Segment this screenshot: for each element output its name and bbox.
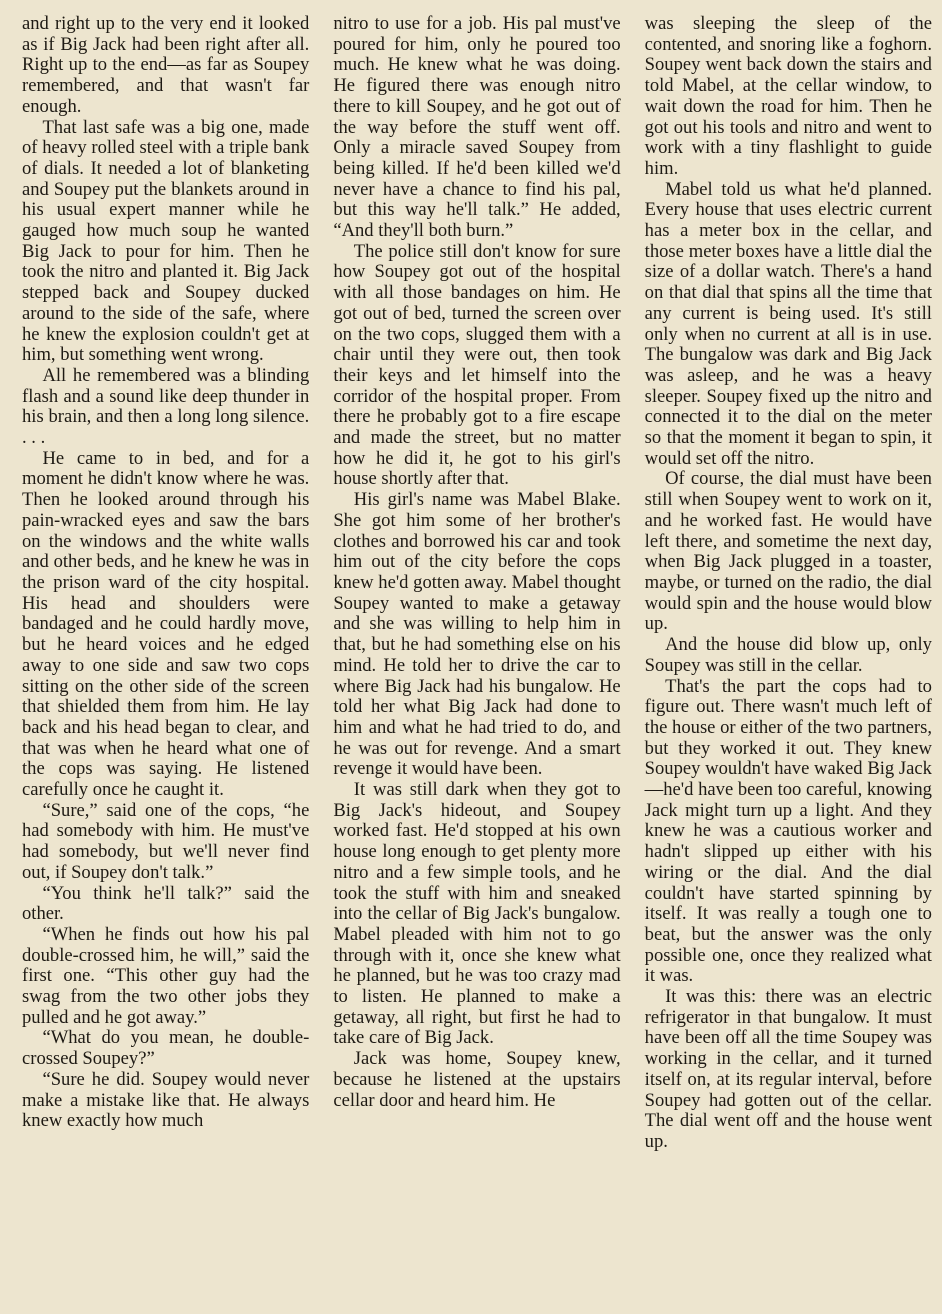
paragraph: Mabel told us what he'd planned. Every house that uses electric current has a meter box in the cellar, and those meter boxes have a little dial the size of a dollar watch. There's a hand on that dial that spins all the time that any current is being used. It's still only when no current at all is in use. The bungalow was dark and Big Jack was asleep, and he was a heavy sleeper. Soupey fixed up the nitro and connected it to the dial on the meter so that the moment it began to spin, it would set off the nitro. — [644, 178, 932, 469]
paragraph: That's the part the cops had to figure out. There wasn't much left of the house or either of the two partners, but they worked it out. They knew Soupey wouldn't have waked Big Jack—he'd have been too careful, knowing Jack might turn up a light. And they knew he was a cautious worker and hadn't slipped up either with his wiring or the dial. And the dial couldn't have started spinning by itself. It was really a tough one to beat, but the answer was the only possible one, once they realized what it was. — [644, 675, 932, 987]
paragraph: That last safe was a big one, made of heavy rolled steel with a triple bank of dials. It needed a lot of blanketing and Soupey put the blankets around in his usual expert manner while he gauged how much soup he wanted Big Jack to pour for him. Then he took the nitro and planted it. Big Jack stepped back and Soupey ducked around to the side of the safe, where he knew the explosion couldn't get at him, but something went wrong. — [22, 116, 310, 366]
paragraph: “Sure,” said one of the cops, “he had somebody with him. He must've had somebody, but we'll never find out, if Soupey don't talk.” — [22, 799, 310, 883]
paragraph: “What do you mean, he double-crossed Soupey?” — [22, 1027, 310, 1070]
paragraph: All he remembered was a blinding flash and a sound like deep thunder in his brain, and then a long long silence. . . . — [22, 364, 310, 449]
paragraph: “When he finds out how his pal double-crossed him, he will,” said the first one. “This other guy had the swag from the two other jobs they pulled and he got away.” — [22, 923, 310, 1028]
paragraph: And the house did blow up, only Soupey was still in the cellar. — [644, 634, 932, 676]
paragraph: nitro to use for a job. His pal must've poured for him, only he poured too much. He knew what he was doing. He figured there was enough nitro there to kill Soupey, and he got out of the way before the stuff went off. Only a miracle saved Soupey from being killed. If he'd been killed we'd never have a chance to find his pal, but this way he'll talk.” He added, “And they'll both burn.” — [333, 13, 621, 242]
paragraph: It was this: there was an electric refrigerator in that bungalow. It must have been off all the time Soupey was working in the cellar, and it turned itself on, at its regular interval, before Soupey had gotten out of the cellar. The dial went off and the house went up. — [644, 986, 932, 1152]
text-column-2 — [333, 14, 620, 1304]
paragraph: and right up to the very end it looked as if Big Jack had been right after all. Right up to the end—as far as Soupey remembered, and that wasn't far enough. — [22, 13, 310, 117]
paragraph: His girl's name was Mabel Blake. She got him some of her brother's clothes and borrowed his car and took him out of the city before the cops knew he'd gotten away. Mabel thought Soupey wanted to make a getaway and she was willing to help him in that, but he had something else on his mind. He told her to drive the car to where Big Jack had his bungalow. He told her what Big Jack had done to him and what he had tried to do, and he was out for revenge. And a smart revenge it would have been. — [333, 489, 621, 780]
paragraph: was sleeping the sleep of the contented, and snoring like a foghorn. Soupey went back down the stairs and told Mabel, at the cellar window, to wait down the road for him. Then he got out his tools and nitro and went to work with a tiny flashlight to guide him. — [644, 13, 932, 179]
paragraph: He came to in bed, and for a moment he didn't know where he was. Then he looked around through his pain-wracked eyes and saw the bars on the windows and the white walls and other beds, and he knew he was in the prison ward of the city hospital. His head and shoulders were bandaged and he could hardly move, but he heard voices and he edged away to one side and saw two cops sitting on the other side of the screen that shielded them from him. He lay back and his head began to clear, and that was when he heard what one of the cops was saying. He listened carefully once he caught it. — [22, 447, 310, 801]
text-column-1 — [22, 14, 309, 1304]
paragraph: Jack was home, Soupey knew, because he listened at the upstairs cellar door and heard him. He — [333, 1048, 621, 1111]
paragraph: “Sure he did. Soupey would never make a mistake like that. He always knew exactly how much — [22, 1068, 310, 1132]
paragraph: “You think he'll talk?” said the other. — [22, 882, 310, 925]
paragraph: The police still don't know for sure how Soupey got out of the hospital with all those bandages on him. He got out of bed, turned the screen over on the two cops, slugged them with a chair until they were out, then took their keys and let himself into the corridor of the hospital proper. From there he probably got to a fire escape and made the street, but no matter how he did it, he got to his girl's house shortly after that. — [333, 240, 621, 490]
text-column-3 — [645, 14, 932, 1304]
paragraph: It was still dark when they got to Big Jack's hideout, and Soupey worked fast. He'd stopped at his own house long enough to get plenty more nitro and a few simple tools, and he took the stuff with him and sneaked into the cellar of Big Jack's bungalow. Mabel pleaded with him not to go through with it, once she knew what he planned, but he was too crazy mad to listen. He planned to make a getaway, all right, but first he had to take care of Big Jack. — [333, 779, 621, 1049]
paragraph: Of course, the dial must have been still when Soupey went to work on it, and he worked fast. He would have left there, and sometime the next day, when Big Jack plugged in a toaster, maybe, or turned on the radio, the dial would spin and the house would blow up. — [644, 468, 932, 635]
